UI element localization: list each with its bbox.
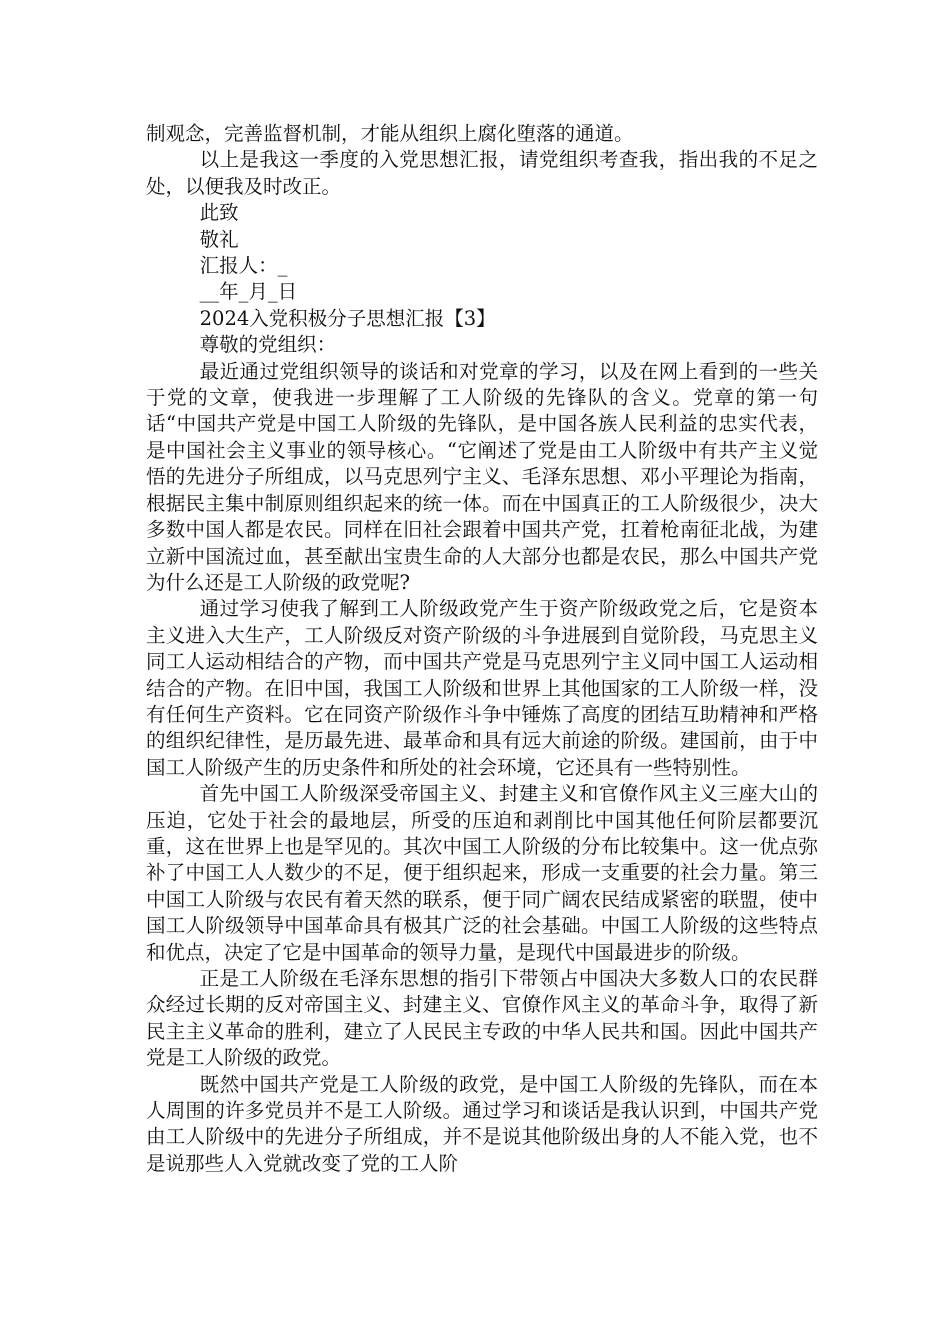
paragraph-closing-summary: 以上是我这一季度的入党思想汇报，请党组织考查我，指出我的不足之处，以便我及时改正。 xyxy=(146,148,818,198)
section-title: 2024入党积极分子思想汇报【3】 xyxy=(199,306,496,330)
paragraph: 既然中国共产党是工人阶级的政党，是中国工人阶级的先锋队，而在本人周围的许多党员并不是工人阶级。通过学习和谈话是我认识到，中国共产党由工人阶级中的先进分子所组成，并不是说其他阶级出身的人不能入党，也不是说那些人入党就改变了党的工人阶 xyxy=(146,1072,818,1175)
salutation-jingli: 敬礼 xyxy=(199,227,239,251)
paragraph: 正是工人阶级在毛泽东思想的指引下带领占中国决大多数人口的农民群众经过长期的反对帝国主义、封建主义、官僚作风主义的革命斗争，取得了新民主主义革命的胜利，建立了人民民主专政的中华人民共和国。因此中国共产党是工人阶级的政党。 xyxy=(146,967,818,1070)
paragraph: 首先中国工人阶级深受帝国主义、封建主义和官僚作风主义三座大山的压迫，它处于社会的最地层，所受的压迫和剥削比中国其他任何阶层都要沉重，这在世界上也是罕见的。其次中国工人阶级的分布比较集中。这一优点弥补了中国工人人数少的不足，便于组织起来，形成一支重要的社会力量。第三中国工人阶级与农民有着天然的联系，便于同广阔农民结成紧密的联盟，使中国工人阶级领导中国革命具有极其广泛的社会基础。中国工人阶级的这些特点和优点，决定了它是中国革命的领导力量，是现代中国最进步的阶级。 xyxy=(146,782,818,964)
paragraph-continued: 制观念，完善监督机制，才能从组织上腐化堕落的通道。 xyxy=(146,122,634,145)
paragraph: 最近通过党组织领导的谈话和对党章的学习，以及在网上看到的一些关于党的文章，使我进一步理解了工人阶级的先锋队的含义。党章的第一句话“中国共产党是中国工人阶级的先锋队，是中国各族人民利益的忠实代表，是中国社会主义事业的领导核心。“它阐述了党是由工人阶级中有共产主义觉悟的先进分子所组成，以马克思列宁主义、毛泽东思想、邓小平理论为指南，根据民主集中制原则组织起来的统一体。而在中国真正的工人阶级很少，决大多数中国人都是农民。同样在旧社会跟着中国共产党，扛着枪南征北战，为建立新中国流过血，甚至献出宝贵生命的人大部分也都是农民，那么中国共产党为什么还是工人阶级的政党呢? xyxy=(146,359,818,594)
document-body xyxy=(146,121,818,1177)
greeting: 尊敬的党组织： xyxy=(199,333,337,357)
salutation-cizhi: 此致 xyxy=(199,201,239,225)
paragraph: 通过学习使我了解到工人阶级政党产生于资产阶级政党之后，它是资本主义进入大生产，工人阶级反对资产阶级的斗争进展到自觉阶段，马克思主义同工人运动相结合的产物，而中国共产党是马克思列宁主义同中国工人运动相结合的产物。在旧中国，我国工人阶级和世界上其他国家的工人阶级一样，没有任何生产资料。它在同资产阶级作斗争中锤炼了高度的团结互助精神和严格的组织纪律性，是历最先进、最革命和具有远大前途的阶级。建国前，由于中国工人阶级产生的历史条件和所处的社会环境，它还具有一些特别性。 xyxy=(146,597,818,779)
report-date: __年_月_日 xyxy=(199,280,298,304)
reporter-signature: 汇报人：_ xyxy=(199,254,288,278)
